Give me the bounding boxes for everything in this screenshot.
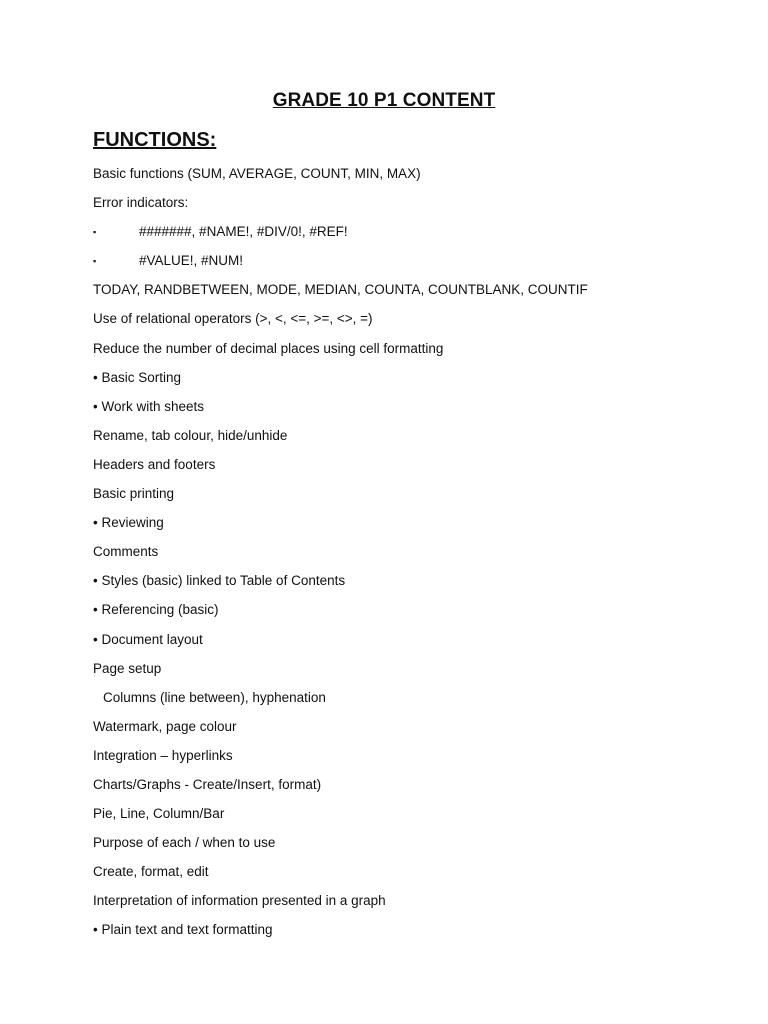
bullet-list-item [93,250,733,279]
content-line-text: Watermark, page colour [93,718,237,734]
content-line [93,570,733,599]
document-title: GRADE 10 P1 CONTENT [272,90,496,111]
content-line [93,629,733,658]
content-list [93,163,733,949]
content-line [93,687,733,716]
content-line [93,308,733,337]
content-line-text: • Styles (basic) linked to Table of Contents [93,573,346,589]
content-line-text: Reduce the number of decimal places using cell formatting [93,340,444,356]
content-line [93,803,733,832]
content-line-text: Charts/Graphs - Create/Insert, format) [93,776,322,792]
content-line-text: • Referencing (basic) [93,602,219,618]
content-line [93,541,733,570]
content-line-text: Basic functions (SUM, AVERAGE, COUNT, MIN, MAX) [93,166,421,181]
content-line [93,861,733,890]
content-line [93,279,733,308]
content-line-text: TODAY, RANDBETWEEN, MODE, MEDIAN, COUNTA, COUNTBLANK, COUNTIF [93,282,588,298]
content-line-text: • Basic Sorting [93,369,182,385]
content-line [93,745,733,774]
content-line-text: Rename, tab colour, hide/unhide [93,427,288,443]
bullet-list-item [93,221,733,250]
content-line [93,832,733,861]
square-bullet-icon: ▪ [93,256,97,267]
content-line [93,338,733,367]
content-line [93,919,733,948]
content-line-text: #######, #NAME!, #DIV/0!, #REF! [139,224,348,240]
content-line-text: Integration – hyperlinks [93,747,233,763]
content-line-text: Page setup [93,660,162,676]
content-line-text: • Work with sheets [93,398,205,414]
content-line [93,192,733,221]
content-line [93,454,733,483]
content-line [93,599,733,628]
content-line [93,774,733,803]
content-line-text: #VALUE!, #NUM! [139,253,244,269]
content-line-text: Columns (line between), hyphenation [103,689,326,705]
content-line [93,716,733,745]
content-line [93,425,733,454]
content-line [93,483,733,512]
content-line-text: • Document layout [93,631,203,647]
content-line [93,396,733,425]
content-line [93,512,733,541]
content-line-text: Comments [93,544,159,560]
content-line [93,658,733,687]
content-line-text: Basic printing [93,486,175,502]
content-line-text: Interpretation of information presented in a graph [93,893,386,909]
content-line [93,163,733,192]
content-line-text: Create, format, edit [93,864,209,880]
content-line-text: • Reviewing [93,515,164,531]
content-line-text: • Plain text and text formatting [93,922,273,938]
content-line-text: Error indicators: [93,195,189,211]
content-line-text: Use of relational operators (>, <, <=, >=, <>, =) [93,311,373,327]
content-line-text: Purpose of each / when to use [93,835,276,851]
content-line-text: Headers and footers [93,456,216,472]
square-bullet-icon: ▪ [93,227,97,238]
section-heading-functions: FUNCTIONS: [93,129,217,151]
content-line [93,890,733,919]
content-line-text: Pie, Line, Column/Bar [93,806,225,822]
content-line [93,367,733,396]
